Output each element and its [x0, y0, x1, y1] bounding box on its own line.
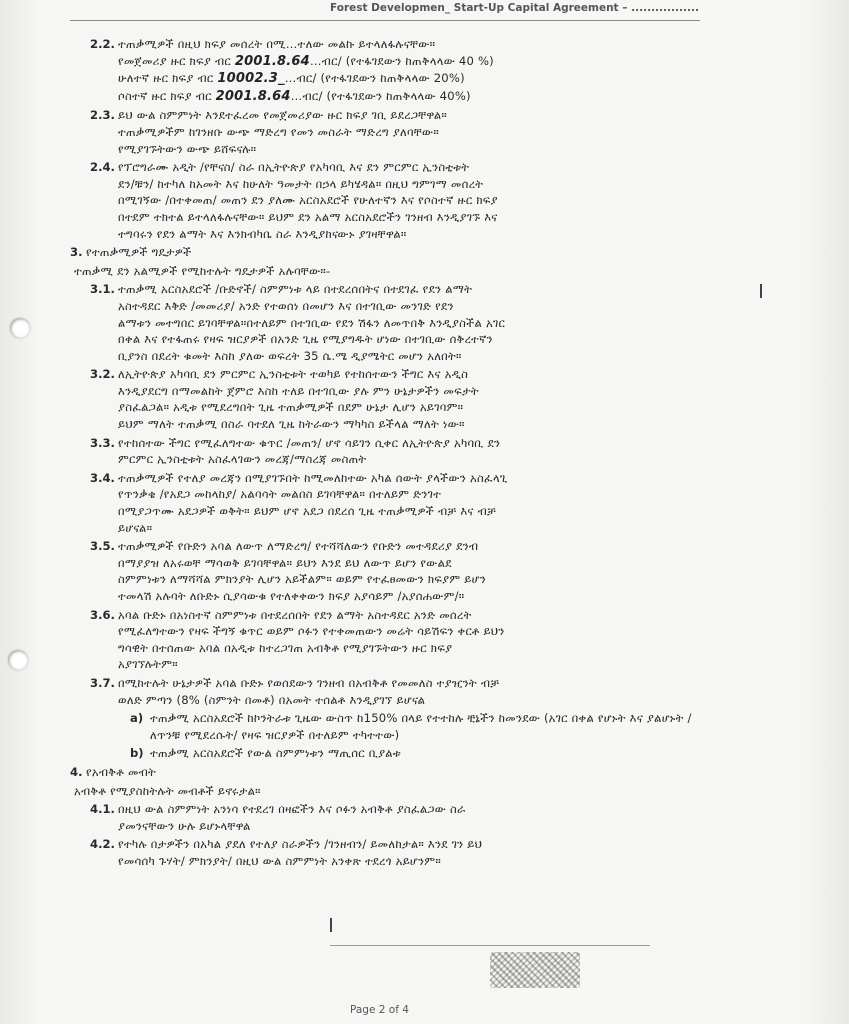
clause-3-6 — [64, 607, 704, 673]
text-line: ይሆናል። — [118, 520, 153, 535]
clause-number: 4.1. — [90, 802, 115, 817]
text-line: አብቅቶ የሚያስከትሉት መብቶች ይኖሩታል። — [74, 783, 261, 798]
text-line: ቢያንስ በደረት ቁመት እስከ ያለው ወፍረት 35 ሴ.ሜ ዲያሜትር መሆን አለበት። — [118, 348, 462, 363]
clause-2-4 — [64, 159, 704, 242]
fill-suffix: …ብር/ (የተፋገደውን ከጠቅላላው 40 %) — [309, 53, 494, 68]
text-line: ምርምር ኢንስቲቱት አስፈላገውን መረጃ/ማስረጃ መስጠት — [118, 452, 367, 467]
clause-3-7-b — [64, 745, 704, 762]
clause-3-3 — [64, 435, 704, 468]
clause-2-3 — [64, 107, 704, 157]
text-line: ያስፈልጋል። አዲቱ የሚደረግበት ጊዜ ተጠቃሚዎች በደም ሁኔታ ሊሆን አይገባም። — [118, 400, 464, 415]
text-line: የሚፈለግተውን የዛፍ ችግኝ ቁጥር ወይም ሶፉን የተቀመጠውን መሬት ሳይሽፍን ቀርቶ ይህን — [118, 624, 505, 639]
section-number: 3. — [70, 245, 83, 260]
clause-4-1 — [64, 801, 704, 834]
text-line: በሚገኝው /በተቀመጠ/ መጠን ደን ያለሙ አርስአደሮች የሁለተኛን እና የሶስተኛ ዙር ክፍያ — [118, 193, 498, 208]
text-line: ይህም ማለት ተጠቃሚ በስራ ባተደለ ጊዜ ከትራውን ማካካስ ይችላል ማለት ነው። — [118, 417, 465, 432]
text-line: ለኢትዮጵያ አካባቢ ደን ምርምር ኢንስቲቱት ተወካይ የተከሰተውን ችግር እና አዲስ — [118, 367, 469, 382]
scan-mark — [330, 918, 332, 932]
section-3-intro — [64, 263, 704, 280]
clause-3-1 — [64, 281, 704, 364]
clause-4-2 — [64, 836, 704, 869]
text-line: ያመንናቸውን ሁሉ ይሆኑላቸዋል — [118, 818, 251, 833]
text-line: ተጠቃሚዎች የቡድን አባል ለውጥ ለማድረግ/ የተሻሻለውን የቡድን መተዳደሪያ ደንብ — [118, 539, 479, 554]
text-line-lead: ሁለተኛ ዙር ክፍያ ብር — [118, 71, 214, 86]
clause-number: 3.5. — [90, 539, 115, 554]
clause-number: 3.3. — [90, 435, 115, 450]
text-line: አባል ቡድኑ በአነስተኛ ስምምነቱ በተደረሰበት የደን ልማት አስተዳደር አንድ መሰረት — [118, 607, 472, 622]
subclause-label: a) — [130, 711, 144, 726]
text-line — [118, 88, 704, 106]
clause-3-2 — [64, 366, 704, 432]
margin-mark — [760, 284, 762, 298]
section-4-heading — [64, 764, 704, 781]
clause-number: 3.1. — [90, 282, 115, 297]
text-line: ወለድ ምጣን (8% (ስምንት በመቶ) በአመት ተሰልቶ እንዲያገኘ ይሆናል — [118, 692, 426, 707]
section-title: የአብቅቶ መብት — [86, 764, 157, 779]
text-line: እንዲያደርግ በማመልከት ጀምሮ እስከ ተለይ በተገቢው ያሉ ምን ሁኔታዎችን መፍታት — [118, 383, 479, 398]
clause-number: 2.3. — [90, 108, 115, 123]
clause-number: 3.6. — [90, 607, 115, 622]
text-line: ግሳዊት በተሰጠው አባል በአዲቱ ከተረጋገጠ አብቅቶ የሚያገኙትውን ዙር ክፍያ — [118, 640, 453, 655]
text-line: በሚከተሉት ሁኔታዎች አባል ቡድኑ የወሰደውን ገንዘብ በአብቅቶ የመመለስ ተያዢንት ብቻ — [118, 675, 500, 690]
text-line: ተጠቃሚዎችም ከገንዘቡ ውጭ ማድረግ የመን መስራት ማድረግ ያለባቸው። — [118, 124, 439, 139]
text-line: የሚያገኙትውን ውጭ ይሸፍናሉ። — [118, 141, 257, 156]
text-line: ተጠቃሚዎች በዚህ ክፍያ መሰረት በሚ…ተለው መልኩ ይተላለፋሉናቸው። — [118, 37, 436, 51]
text-line: ተጠቃሚ አርስአደሮች /ቡድኖች/ ስምምነቱ ላይ በተደረሰበትና በተደገፈ የደን ልማት — [118, 282, 473, 297]
handwritten-amount: 2001.8.64 — [234, 53, 310, 69]
fill-suffix: …ብር/ (የተፋገደውን ከጠቅላላው 20%) — [284, 71, 465, 86]
text-line: አያገኘሉትም። — [118, 657, 178, 672]
text-line: ደን/ቹን/ ከተካለ ከአመት እና ከሁለት ዓመታት በኃላ ይካሄዳል። በዚህ ግምገማ መሰረት — [118, 176, 484, 191]
text-line — [118, 70, 704, 88]
clause-number: 3.4. — [90, 470, 115, 485]
text-line: ተጠቃሚዎች የተለያ መረጃን በሚያገኙበት ከሚመለከተው አካል ሰውት ያላችውን አስፈላጊ — [118, 470, 508, 485]
text-line: በተደም ተክተል ይተላለፋሉናቸው። ይህም ደን አልማ አርስአደሮችን ገንዘብ እንዲያገኙ እና — [118, 209, 498, 224]
clause-3-5 — [64, 538, 704, 604]
stamp-seal-icon — [490, 952, 580, 988]
text-line: በዚህ ውል ስምምነት አንነሳ የተደረገ በዛፎችን እና ሶፉን አብቅቶ ያስፈልጋው ስራ — [118, 802, 466, 817]
punch-hole-top — [10, 318, 30, 338]
text-line: የጥንቃቄ /የአደጋ መከላከያ/ አልባሳት መልበስ ይገባቸዋል። በተለይም ድንገተ — [118, 487, 442, 502]
clause-number: 2.2. — [90, 37, 115, 51]
text-line: አስተዳደር እቅድ /መመሪያ/ አንድ የተወሰነ በመሆን እና በተገቢው መንገድ የደን — [118, 298, 454, 313]
text-line-lead: የመጀመሪያ ዙር ክፍያ ብር — [118, 53, 231, 68]
text-line: በቀል እና የተፋጠሩ የዛፍ ዝርያዎች በአንድ ጊዜ የሚያግዱት ሆነው በተገቢው ሰቅረተኛን — [118, 332, 493, 347]
clause-number: 2.4. — [90, 160, 115, 175]
text-line: በሚያጋጥሙ አደጋዎች ወቅት። ይህም ሆኖ አደጋ በደረሰ ጊዜ ተጠቃሚዎች ብቻ እና ብቻ — [118, 504, 497, 519]
text-line: ተጠቃሚ አርስአደሮች የውል ስምምነቱን ማጢሰር ቢያልቱ — [150, 746, 401, 761]
document-body — [64, 36, 704, 872]
text-line: ይህ ውል ስምምነት እንደተፈረመ የመጀመሪያው ዙር ክፍያ ገቢ ይደረጋቸዋል። — [118, 108, 447, 123]
section-4-intro — [64, 783, 704, 800]
text-line: የፕሮግራሙ አዲት /የቸናስ/ ስራ በኢትዮጵያ የአካባቢ እና ደን ምርምር ኢንስቲቱት — [118, 160, 470, 175]
footer-rule — [330, 945, 650, 946]
section-title: የተጠቃሚዎች ግዴታዎች — [86, 245, 192, 260]
text-line — [118, 53, 704, 71]
punch-hole-bottom — [8, 650, 28, 670]
clause-3-4 — [64, 470, 704, 536]
clause-2-2 — [64, 36, 704, 105]
fill-suffix: …ብር/ (የተፋገደውን ከጠቅላላው 40%) — [290, 88, 471, 103]
text-line: ተግባሩን የደን ልማት እና እንክብካቤ ስራ እንዲያከናውኑ ያገዛቸዋል። — [118, 226, 407, 241]
handwritten-amount: 10002.3_ — [217, 71, 285, 87]
text-line: ተጠቃሚ ደን አልሚዎች የሚከተሉት ግዴታዎች አሉባቸው።- — [74, 263, 331, 278]
handwritten-amount: 2001.8.64 — [215, 88, 291, 104]
text-line: የተከሰተው ችግር የሚፈለግተው ቁጥር /መጠን/ ሆኖ ሳይገን ሲቀር ለኢትዮጵያ አካባቢ ደን — [118, 435, 501, 450]
clause-number: 3.2. — [90, 367, 115, 382]
section-number: 4. — [70, 764, 83, 779]
header-rule — [70, 20, 700, 21]
clause-3-7-a — [64, 710, 704, 743]
text-line: ስምምነቱን ለማሻሻል ምክንያት ሊሆን አይችልም። ወይም የተፈፀመውን ክፍያም ይሆን — [118, 572, 486, 587]
clause-number: 3.7. — [90, 675, 115, 690]
section-3-heading — [64, 244, 704, 261]
page-number: Page 2 of 4 — [350, 1004, 409, 1016]
subclause-label: b) — [130, 746, 144, 761]
text-line: የመሳሰካ ጉሃት/ ምክንያት/ በዚህ ውል ስምምነት አንቀጽ ተደረጎ አይሆንም። — [118, 853, 441, 868]
text-line: የተካሉ በታዎችን በአካል ያደለ የተለያ ስራዎችን /ገንዘብን/ ይመለከታል። እንደ ገን ይህ — [118, 837, 483, 852]
text-line: ልማቱን መተግበር ይገባቸዋል።በተለይም በተገቢው የደን ሽፋን ለመጥበቅ እንዲያስችል አገር — [118, 315, 506, 330]
text-line-lead: ሶስተኛ ዙር ክፍያ ብር — [118, 88, 212, 103]
text-line: ተጠቃሚ አርስአደሮች ከኮንትራቱ ጊዜው ውስጥ ከ150% በላይ የተተከሉ ቺኔችን ከመንደው (አገር በቀል የሆኑት እና ያልሆኑት /ለጥንቹ የሚደረሱት/ የዛፍ ዝርያዎች በተለይም ተካተተው) — [150, 711, 692, 742]
clause-number: 4.2. — [90, 837, 115, 852]
text-line: በማያያዝ ለአሩወቸ ማሳወቅ ይገባቸዋል። ይህን እንደ ይህ ለውጥ ይሆን የውልደ — [118, 555, 452, 570]
text-line: ተመላሽ አሉባት ለቡድኑ ሲያሳውቁ የተለቀቀውን ክፍያ አያሳይም /አያሰሐውም/። — [118, 589, 465, 603]
page-header: Forest Developmen_ Start-Up Capital Agreement – ................. — [330, 2, 699, 14]
clause-3-7 — [64, 675, 704, 708]
